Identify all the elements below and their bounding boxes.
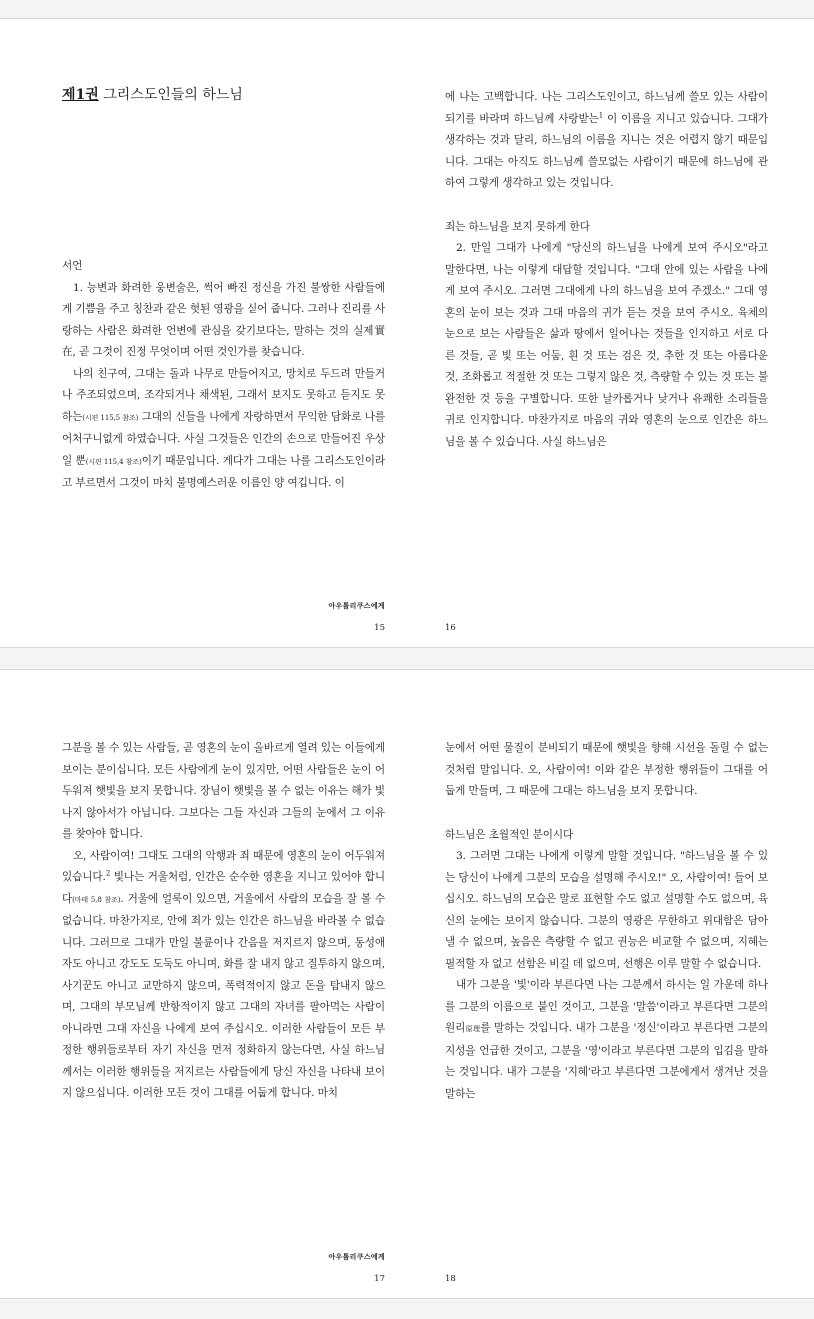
page-17-body (62, 738, 385, 1105)
paragraph: 그분을 볼 수 있는 사람들, 곧 영혼의 눈이 올바르게 열려 있는 이들에게 보이는 분이십니다. 모든 사람에게 눈이 있지만, 어떤 사람들은 눈이 어두워져 햇빛을 보지 못합니다. 장님이 햇빛을 볼 수 없는 이유는 해가 빛나지 않아서가 아닙니다. 그보다는 그들 자신과 그들의 눈에서 그 이유를 찾아야 합니다. (62, 742, 385, 840)
paragraph: 나의 친구여, 그대는 돌과 나무로 만들어지고, 망치로 두드려 만들거나 주조되었으며, 조각되거나 채색된, 그래서 보지도 못하고 듣지도 못하는(시편 115,5 참조) 그대의 신들을 나에게 자랑하면서 무익한 담화로 나를 어처구니없게 하였습니다. 사실 그것들은 인간의 손으로 만들어진 우상일 뿐(시편 115,4 참조)이기 때문입니다. 게다가 그대는 나를 그리스도인이라고 부르면서 그것이 마치 불명예스러운 이름인 양 여깁니다. 이 (62, 367, 385, 489)
chapter-name: 그리스도인들의 하느님 (103, 87, 243, 103)
scripture-reference: (시편 115,5 참조) (82, 413, 139, 422)
page-15 (62, 19, 385, 647)
page-18 (445, 670, 768, 1298)
page-15-body (62, 256, 385, 495)
book-spread-17-18 (0, 669, 814, 1299)
paragraph: 눈에서 어떤 물질이 분비되기 때문에 햇빛을 향해 시선을 돌릴 수 없는 것처럼 말입니다. 오, 사람이여! 이와 같은 부정한 행위들이 그대를 어둡게 만들며, 그 때문에 그대는 하느님을 보지 못합니다. (445, 742, 768, 797)
running-header: 아우톨리쿠스에게 (328, 1252, 385, 1261)
section-heading: 서언 (62, 260, 83, 272)
page-number: 15 (374, 623, 385, 633)
paragraph: 에 나는 고백합니다. 나는 그리스도인이고, 하느님께 쓸모 있는 사람이 되기를 바라며 하느님께 사랑받는$^1$ 이 이름을 지니고 있습니다. 그대가 생각하는 것과 달리, 하느님의 이름을 지니는 것은 어렵지 않기 때문입니다. 그대는 아직도 하느님께 쓸모없는 사람이기 때문에 하느님에 관하여 그렇게 생각하고 있는 것입니다. (445, 91, 768, 189)
paragraph: 내가 그분을 '빛'이라 부른다면 나는 그분께서 하시는 일 가운데 하나를 그분의 이름으로 붙인 것이고, 그분을 '말씀'이라고 부른다면 그분의 원리原理를 말하는 것입니다. 내가 그분을 '정신'이라고 부른다면 그분의 지성을 언급한 것이고, 그분을 '영'이라고 부른다면 그분의 입김을 말하는 것입니다. 내가 그분을 '지혜'라고 부른다면 그분에게서 생겨난 것을 말하는 (445, 979, 768, 1100)
running-header: 아우톨리쿠스에게 (328, 601, 385, 610)
book-spread-15-16 (0, 18, 814, 648)
page-number: 16 (445, 623, 456, 633)
paragraph: 3. 그러면 그대는 나에게 이렇게 말할 것입니다. "하느님을 볼 수 있는 당신이 나에게 그분의 모습을 설명해 주시오!" 오, 사람이여! 들어 보십시오. 하느님의 모습은 말로 표현할 수도 없고 설명할 수도 없으며, 육신의 눈에는 보이지 않습니다. 그분의 영광은 무한하고 위대함은 담아낼 수 없으며, 높음은 측량할 수 없고 권능은 비교할 수 없으며, 지혜는 필적할 자 없고 선함은 비길 데 없으며, 선행은 이루 말할 수 없습니다. (445, 850, 768, 970)
page-number: 18 (445, 1274, 456, 1284)
paragraph: 2. 만일 그대가 나에게 "당신의 하느님을 나에게 보여 주시오"라고 말한다면, 나는 이렇게 대답할 것입니다. "그대 안에 있는 사람을 나에게 보여 주시오. 그러면 그대에게 나의 하느님을 보여 주겠소." 그대 영혼의 눈이 보는 것과 그대 마음의 귀가 듣는 것을 보여 주시오. 육체의 눈으로 보는 사람들은 삶과 땅에서 일어나는 것들을 인지하고 서로 다른 것들, 곧 빛 또는 어둠, 흰 것 또는 검은 것, 추한 것 또는 아름다운 것, 조화롭고 적절한 것 또는 그렇지 않은 것, 측량할 수 있는 것 또는 불완전한 것 등을 구별합니다. 또한 날카롭거나 낮거나 유쾌한 소리들을 귀로 인지합니다. 마찬가지로 마음의 귀와 영혼의 눈으로 인간은 하느님을 볼 수 있습니다. 사실 하느님은 (445, 242, 768, 448)
page-16-body (445, 87, 768, 453)
footnote-mark: 1 (598, 110, 604, 119)
paragraph: 오, 사람이여! 그대도 그대의 악행과 죄 때문에 영혼의 눈이 어두워져 있습니다.$^2$ 빛나는 거울처럼, 인간은 순수한 영혼을 지니고 있어야 합니다(마태 5,8 참조). 거울에 얼룩이 있으면, 거울에서 사람의 모습을 잘 볼 수 없습니다. 마찬가지로, 안에 죄가 있는 인간은 하느님을 바라볼 수 없습니다. 그러므로 그대가 만일 불륜이나 간음을 저지르지 않으며, 동성애자도 아니고 강도도 도둑도 아니며, 화를 잘 내지 않고 질투하지 않으며, 사기꾼도 아니고 교만하지 않으며, 폭력적이지 않고 돈을 탐내지 않으며, 그대의 부모님께 반항적이지 않고 그대의 자녀를 팔아먹는 사람이 아니라면 그대 자신을 나에게 보여 주십시오. 이러한 사람들이 모든 부정한 행위들로부터 자기 자신을 먼저 정화하지 않는다면, 사실 하느님께서는 이러한 행위들을 저지르는 사람들에게 당신 자신을 나타내 보이지 않으십니다. 이러한 모든 것이 그대를 어둡게 합니다. 마치 (62, 849, 385, 1099)
hanja-annotation: 原理 (465, 1025, 481, 1033)
scripture-reference: (시편 115,4 참조) (85, 457, 142, 466)
page-18-body (445, 738, 768, 1105)
section-heading: 죄는 하느님을 보지 못하게 한다 (445, 220, 590, 233)
page-16 (445, 19, 768, 647)
scripture-reference: (마태 5,8 참조) (72, 895, 121, 904)
chapter-title (62, 85, 243, 105)
page-number: 17 (374, 1274, 385, 1284)
paragraph: 1. 능변과 화려한 웅변술은, 썩어 빠진 정신을 가진 불쌍한 사람들에게 기쁨을 주고 칭찬과 같은 헛된 영광을 싣어 줍니다. 그러나 진리를 사랑하는 사람은 화려한 언변에 관심을 갖기보다는, 말하는 것의 실제實在, 곧 그것이 진정 무엇이며 어떤 것인가를 찾습니다. (62, 281, 385, 358)
footnote-mark: 2 (105, 869, 111, 878)
chapter-number: 제1권 (62, 87, 99, 103)
page-17 (62, 670, 385, 1298)
section-heading: 하느님은 초월적인 분이시다 (445, 828, 574, 841)
